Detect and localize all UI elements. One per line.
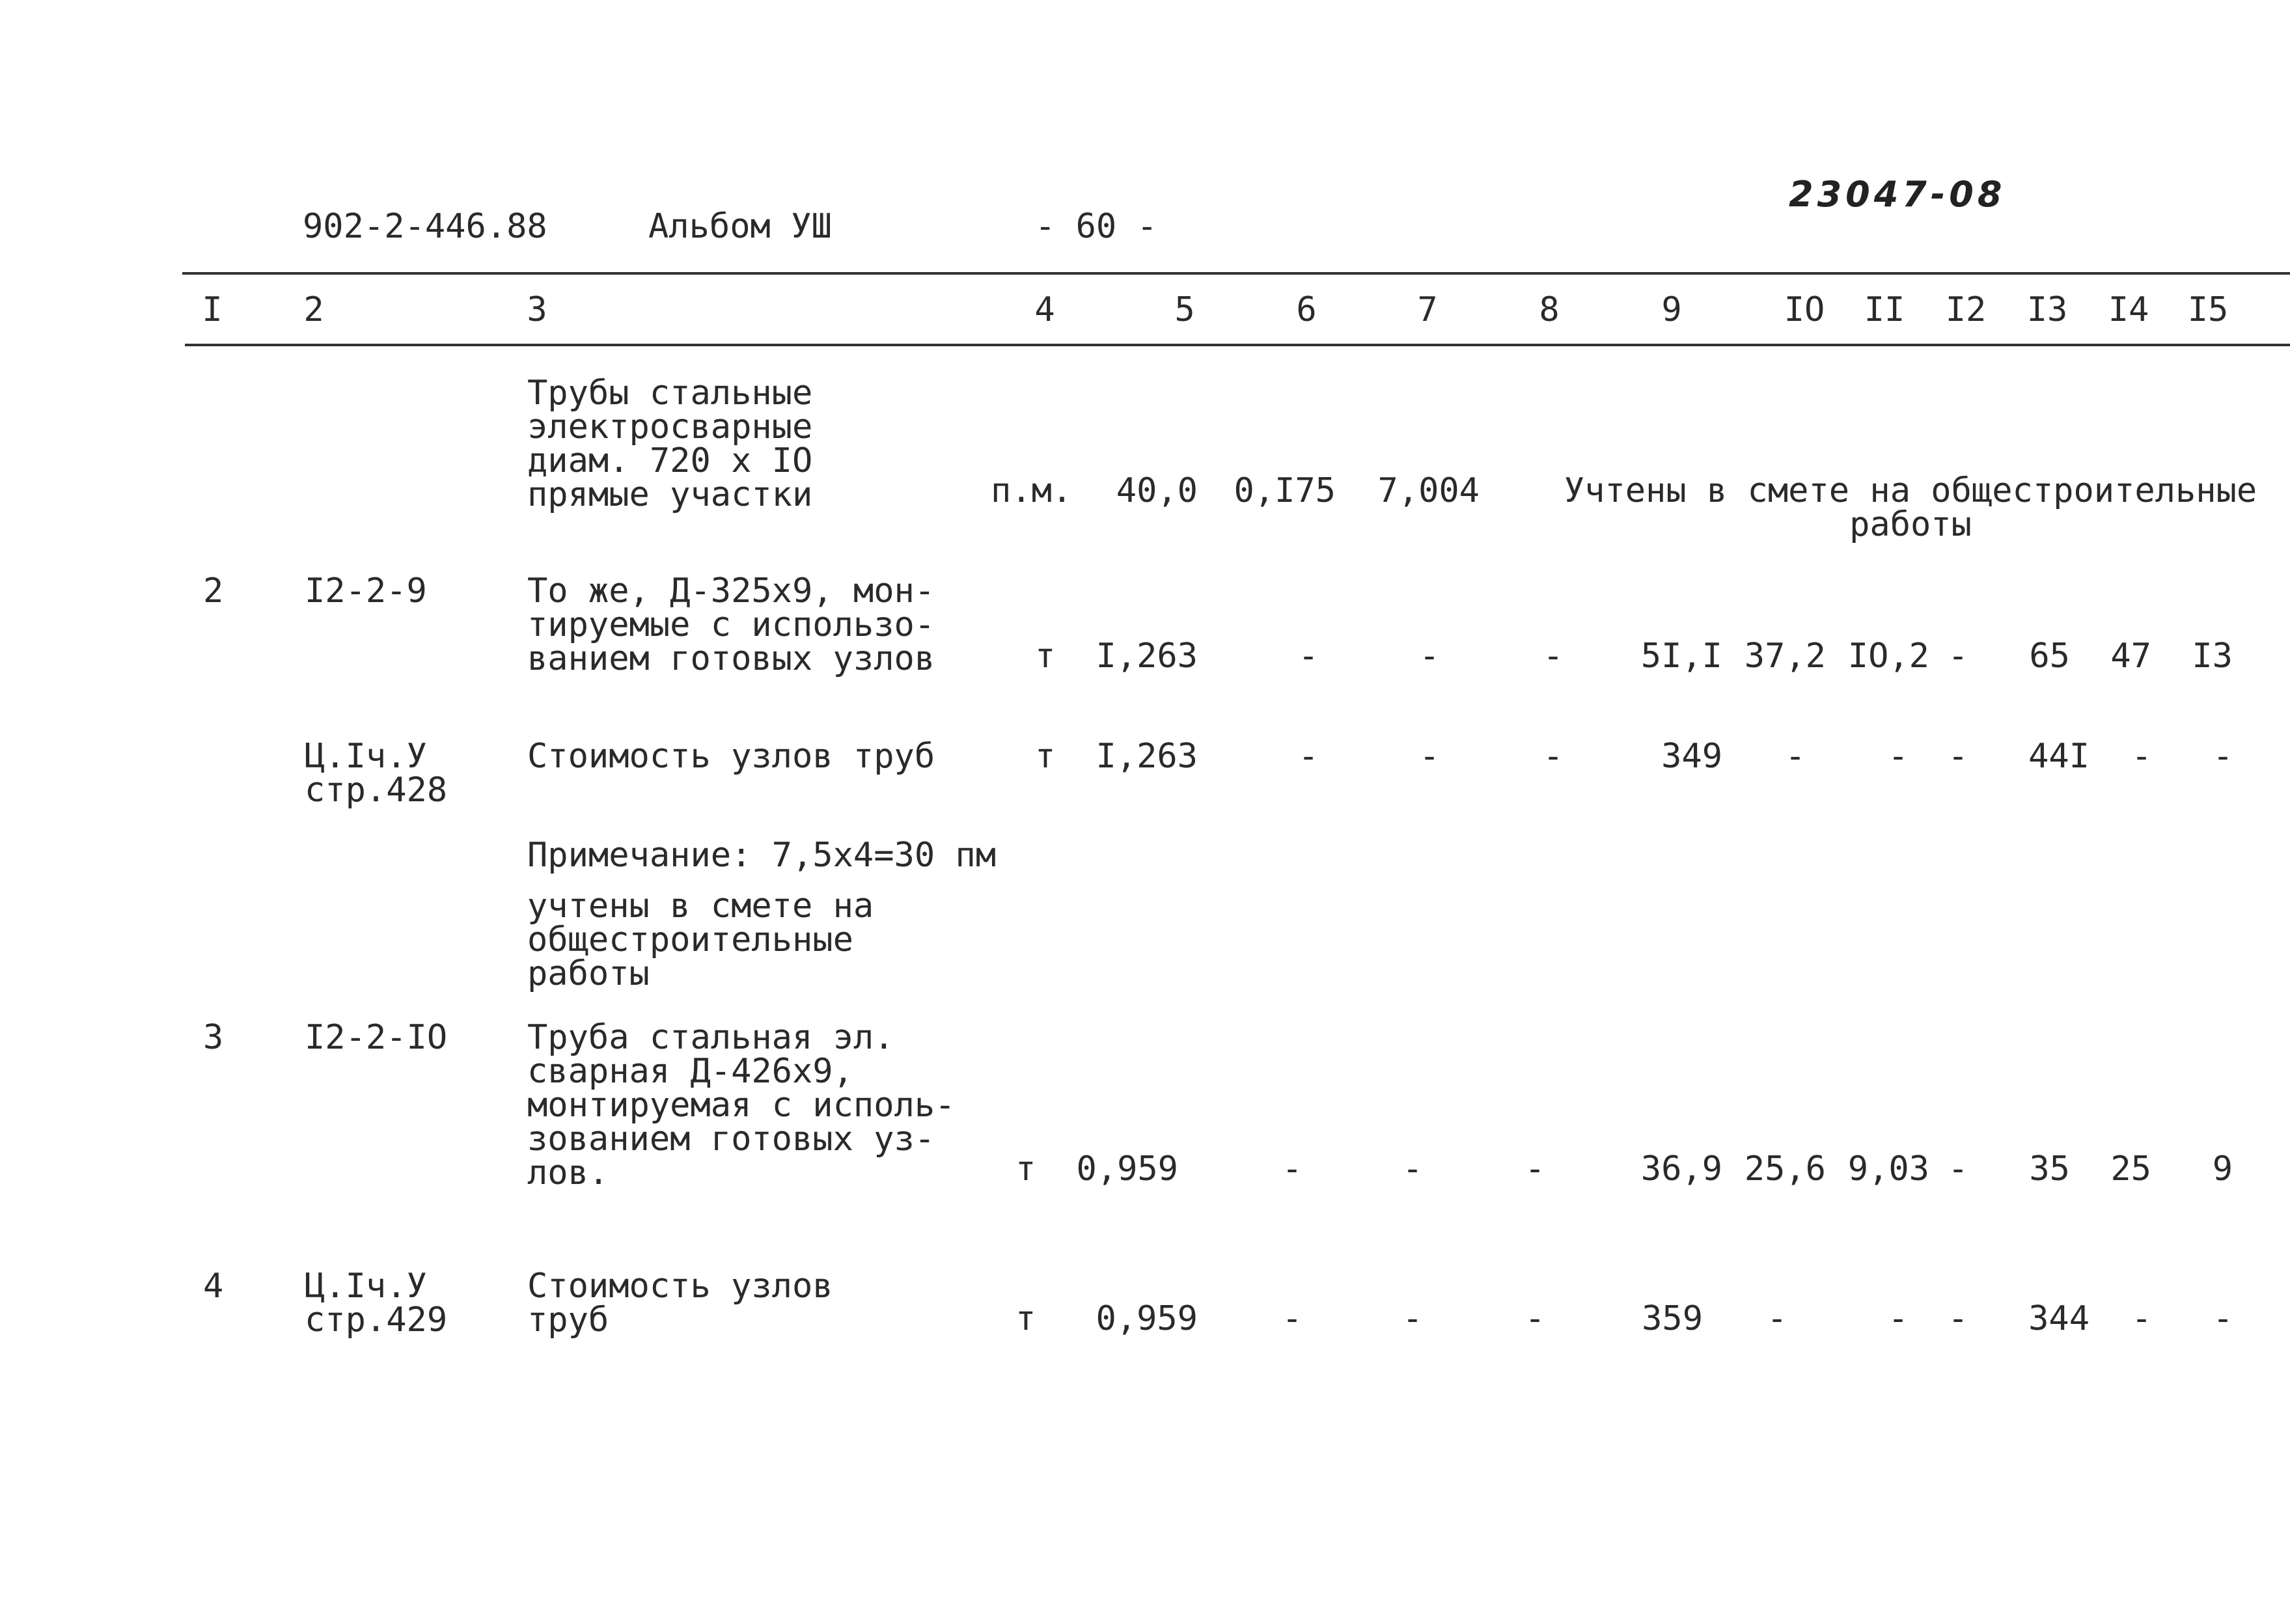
row-quantity: I,263 bbox=[1096, 637, 1198, 676]
row-unit: т bbox=[1035, 737, 1056, 776]
row-col14: - bbox=[2131, 737, 2152, 776]
row-number: 2 bbox=[203, 571, 224, 611]
row-col12: - bbox=[1948, 737, 1968, 776]
album-label: Альбом УШ bbox=[648, 207, 832, 246]
row-col6: - bbox=[1282, 1299, 1303, 1338]
row-quantity: I,263 bbox=[1096, 737, 1198, 776]
row-description: Стоимость узлов труб bbox=[527, 737, 935, 776]
page-number: - 60 - bbox=[1035, 207, 1157, 246]
row-unit: п.м. bbox=[991, 471, 1073, 510]
row-col14: 47 bbox=[2110, 637, 2151, 676]
row-col15: 9 bbox=[2212, 1149, 2233, 1189]
row-col6: - bbox=[1298, 637, 1319, 676]
row-number: 4 bbox=[203, 1267, 224, 1306]
row-note: Учтены в смете на общестроительные работы bbox=[1564, 471, 2257, 544]
row-col8: - bbox=[1543, 737, 1564, 776]
row-unit: т bbox=[1015, 1149, 1036, 1189]
row-col11: IO,2 bbox=[1847, 637, 1929, 676]
row-quantity: 0,959 bbox=[1076, 1149, 1178, 1189]
row-col9: 5I,I bbox=[1640, 637, 1722, 676]
row-col11: - bbox=[1888, 1299, 1909, 1338]
header-bottom-rule bbox=[185, 344, 2290, 346]
top-rule bbox=[182, 272, 2290, 275]
row-col9: 36,9 bbox=[1640, 1149, 1722, 1189]
row-col6: - bbox=[1282, 1149, 1303, 1189]
row-unit: т bbox=[1035, 637, 1056, 676]
row-code: Ц.Iч.У стр.429 bbox=[305, 1267, 448, 1340]
row-col10: - bbox=[1767, 1299, 1787, 1338]
handwritten-doc-number: 23047-08 bbox=[1789, 174, 2006, 215]
row-col13: 44I bbox=[2028, 737, 2090, 776]
row-col6: 0,I75 bbox=[1234, 471, 1336, 510]
column-number: I4 bbox=[2108, 290, 2149, 329]
column-number: II bbox=[1864, 290, 1905, 329]
doc-code: 902-2-446.88 bbox=[303, 207, 547, 246]
row-number: 3 bbox=[203, 1018, 224, 1057]
row-code: I2-2-9 bbox=[305, 571, 427, 611]
row-col13: 65 bbox=[2029, 637, 2070, 676]
row-col9: 359 bbox=[1642, 1299, 1703, 1338]
row-col11: - bbox=[1888, 737, 1909, 776]
row-col8: - bbox=[1524, 1299, 1545, 1338]
row-col14: 25 bbox=[2110, 1149, 2151, 1189]
row-col11: 9,03 bbox=[1847, 1149, 1929, 1189]
column-number: I2 bbox=[1945, 290, 1987, 329]
row-col12: - bbox=[1948, 637, 1968, 676]
row-col7: - bbox=[1402, 1149, 1423, 1189]
column-number: I5 bbox=[2187, 290, 2229, 329]
row-col12: - bbox=[1948, 1299, 1968, 1338]
row-col6: - bbox=[1298, 737, 1319, 776]
row-quantity: 40,0 bbox=[1116, 471, 1198, 510]
note-label: Примечание: 7,5x4=30 пм bbox=[527, 836, 997, 875]
row-description: То же, Д-325x9, мон- тируемые с использо- ванием готовых узлов bbox=[527, 571, 935, 678]
row-col14: - bbox=[2131, 1299, 2152, 1338]
column-number: 7 bbox=[1417, 290, 1438, 329]
row-col15: - bbox=[2213, 737, 2233, 776]
row-col7: - bbox=[1419, 737, 1440, 776]
row-col10: - bbox=[1785, 737, 1806, 776]
row-description: Трубы стальные электросварные диам. 720 x IO прямые участки bbox=[527, 374, 813, 514]
column-number: 2 bbox=[303, 290, 324, 329]
row-col15: - bbox=[2213, 1299, 2233, 1338]
row-col8: - bbox=[1524, 1149, 1545, 1189]
row-description: Труба стальная эл. сварная Д-426x9, монтируемая с исполь- зованием готовых уз- лов. bbox=[527, 1018, 956, 1192]
column-number: 9 bbox=[1661, 290, 1682, 329]
column-number: 8 bbox=[1539, 290, 1560, 329]
column-number: I bbox=[202, 290, 223, 329]
row-col7: 7,004 bbox=[1377, 471, 1480, 510]
row-quantity: 0,959 bbox=[1096, 1299, 1198, 1338]
row-unit: т bbox=[1015, 1299, 1036, 1338]
row-col13: 35 bbox=[2029, 1149, 2070, 1189]
column-number: IO bbox=[1784, 290, 1825, 329]
row-code: Ц.Iч.У стр.428 bbox=[305, 737, 448, 810]
row-col15: I3 bbox=[2192, 637, 2233, 676]
row-col10: 37,2 bbox=[1744, 637, 1826, 676]
column-number: 5 bbox=[1174, 290, 1195, 329]
column-number: 6 bbox=[1296, 290, 1317, 329]
row-description: Стоимость узлов труб bbox=[527, 1267, 833, 1340]
note-text: учтены в смете на общестроительные работы bbox=[527, 887, 874, 993]
row-col12: - bbox=[1948, 1149, 1968, 1189]
row-col7: - bbox=[1419, 637, 1440, 676]
row-col7: - bbox=[1402, 1299, 1423, 1338]
row-col8: - bbox=[1543, 637, 1564, 676]
row-col10: 25,6 bbox=[1744, 1149, 1826, 1189]
row-code: I2-2-IO bbox=[305, 1018, 448, 1057]
row-col9: 349 bbox=[1661, 737, 1722, 776]
column-number: 3 bbox=[527, 290, 547, 329]
row-col13: 344 bbox=[2028, 1299, 2090, 1338]
column-number: I3 bbox=[2026, 290, 2068, 329]
column-number: 4 bbox=[1034, 290, 1055, 329]
